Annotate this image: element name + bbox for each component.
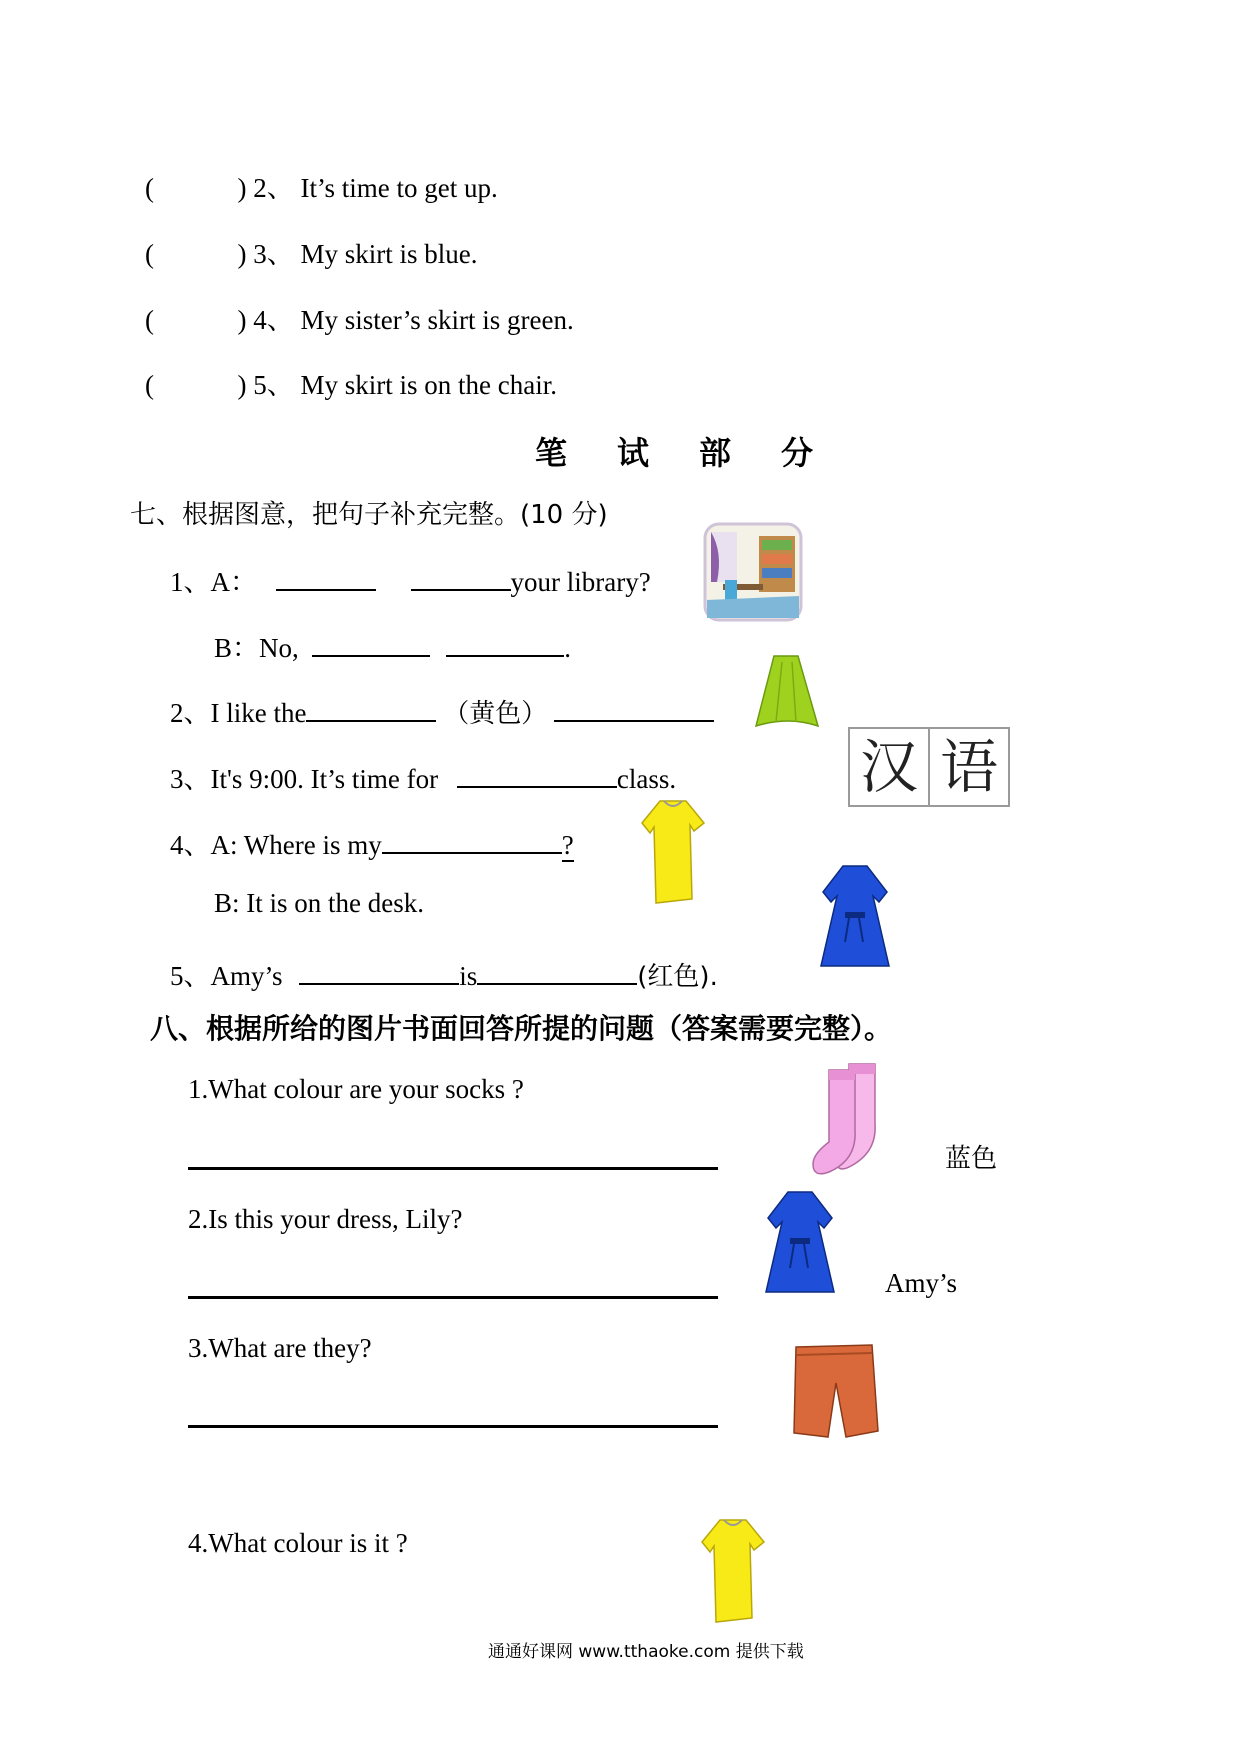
hanyu-char-2: 语 xyxy=(930,727,1010,807)
s8-q4: 4.What colour is it ? xyxy=(188,1528,408,1558)
answer-paren-open[interactable]: ( xyxy=(145,305,154,335)
s7-q1b: B：No, . xyxy=(214,633,572,663)
s8-q3: 3.What are they? xyxy=(188,1333,372,1363)
answer-paren-open[interactable]: ( xyxy=(145,370,154,400)
blue-dress-picture xyxy=(815,862,895,972)
s8-q1: 1.What colour are your socks ? xyxy=(188,1074,524,1104)
s8-q3-answer-line[interactable] xyxy=(188,1425,718,1428)
s8-q1-answer-line[interactable] xyxy=(188,1167,718,1170)
blue-dress-picture-2 xyxy=(760,1188,840,1298)
hanyu-card xyxy=(848,727,1013,807)
listening-item-5: ( ) 5、 My skirt is on the chair. xyxy=(145,370,557,400)
s7-q5-blank-1[interactable] xyxy=(299,959,459,985)
orange-shorts-picture xyxy=(790,1343,880,1441)
s7-q2-blank-1[interactable] xyxy=(306,696,436,722)
s7-q1-blank-2[interactable] xyxy=(411,565,511,591)
s8-q2: 2.Is this your dress, Lily? xyxy=(188,1204,463,1234)
s7-q4a: 4、A: Where is my ? xyxy=(170,830,574,860)
s7-q5: 5、Amy’s is (红色). xyxy=(170,961,718,992)
written-section-heading: 笔试部分 xyxy=(535,434,864,472)
listening-item-2: ( ) 2、 It’s time to get up. xyxy=(145,173,498,203)
s7-q1b-blank-1[interactable] xyxy=(312,631,430,657)
hanyu-char-1: 汉 xyxy=(848,727,930,807)
yellow-tshirt-picture xyxy=(640,797,706,905)
answer-paren-open[interactable]: ( xyxy=(145,239,154,269)
footer-source: 通通好课网 www.tthaoke.com 提供下载 xyxy=(488,1642,804,1662)
yellow-green-skirt-picture xyxy=(752,652,822,732)
listening-item-4: ( ) 4、 My sister’s skirt is green. xyxy=(145,305,574,335)
section8-title: 八、根据所给的图片书面回答所提的问题（答案需要完整）。 xyxy=(150,1012,893,1045)
s8-q2-hint: Amy’s xyxy=(885,1268,958,1298)
listening-item-3: ( ) 3、 My skirt is blue. xyxy=(145,239,478,269)
s7-q5-blank-2[interactable] xyxy=(477,959,637,985)
s7-q2-blank-2[interactable] xyxy=(554,696,714,722)
answer-paren-open[interactable]: ( xyxy=(145,173,154,203)
s7-q1-blank-1[interactable] xyxy=(276,565,376,591)
s7-q1a: 1、A： your library? xyxy=(170,567,651,597)
library-room-picture xyxy=(703,522,803,622)
s7-q4b: B: It is on the desk. xyxy=(214,888,424,918)
pink-socks-picture xyxy=(805,1060,889,1180)
s7-q3: 3、It's 9:00. It’s time for class. xyxy=(170,764,677,794)
s7-q2: 2、I like the （黄色） xyxy=(170,691,714,730)
s8-q2-answer-line[interactable] xyxy=(188,1296,718,1299)
s7-q4-blank[interactable] xyxy=(382,828,562,854)
section7-title: 七、根据图意，把句子补充完整。(10 分) xyxy=(130,500,608,530)
yellow-tshirt-picture-2 xyxy=(700,1516,766,1624)
s7-q3-blank[interactable] xyxy=(457,762,617,788)
s7-q1b-blank-2[interactable] xyxy=(446,631,564,657)
s8-q1-hint: 蓝色 xyxy=(945,1144,998,1174)
